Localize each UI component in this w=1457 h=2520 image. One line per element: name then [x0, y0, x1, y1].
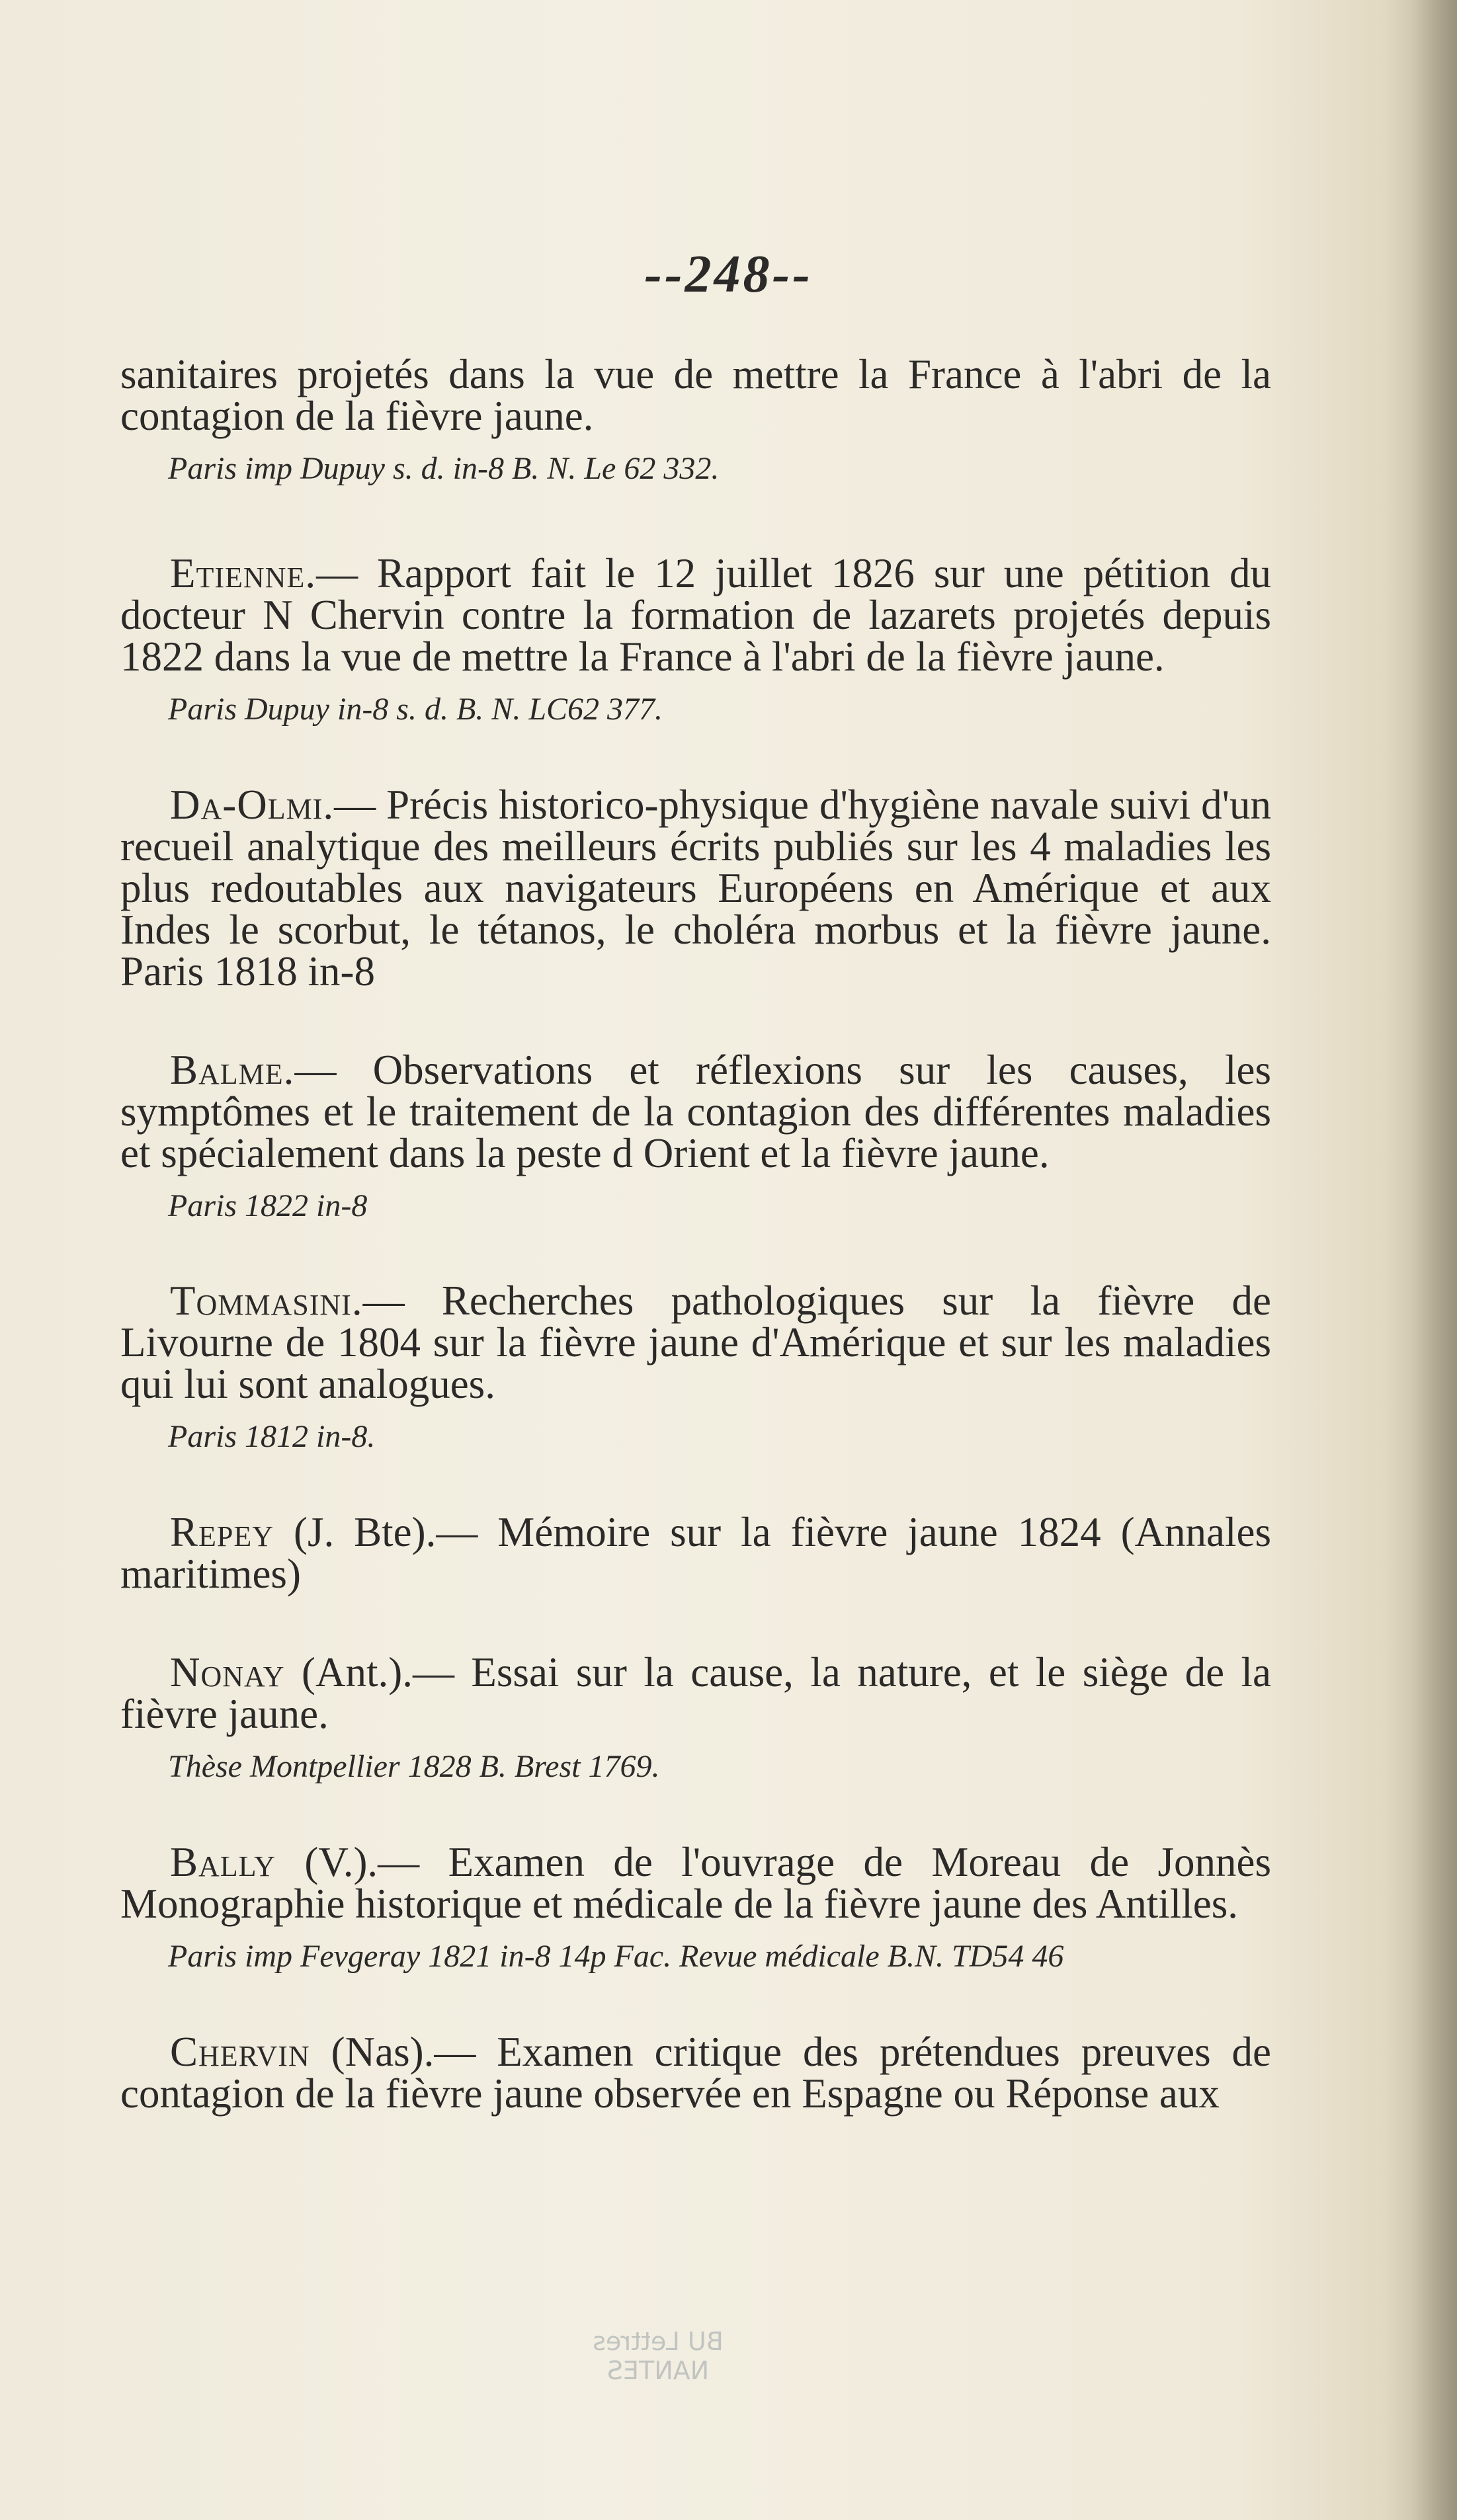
- entry-text: [120, 2028, 1272, 2117]
- bibliography-entry: [120, 781, 1271, 995]
- page-number: --248--: [644, 245, 813, 304]
- entry-body: (J. Bte).— Mémoire sur la fièvre jaune 1824 (Annales maritimes): [120, 1509, 1272, 1598]
- entry-author: Nonay: [170, 1649, 285, 1696]
- bibliography-entry: [120, 549, 1271, 727]
- continuation-entry: [120, 351, 1271, 487]
- bibliography-entry: [120, 2028, 1272, 2117]
- entry-author: Tommasini.: [170, 1278, 363, 1324]
- entry-author: Balme.: [170, 1046, 295, 1093]
- bibliography-entry: [120, 1649, 1271, 1785]
- entry-text: [120, 781, 1271, 995]
- entry-author: Chervin: [170, 2028, 310, 2075]
- entry-imprint: Paris imp Fevgeray 1821 in-8 14p Fac. Revue médicale B.N. TD54 46: [168, 1938, 1064, 1974]
- entry-imprint: Paris 1812 in-8.: [168, 1419, 376, 1455]
- binding-shadow: [1411, 0, 1457, 2520]
- entry-body: (Ant.).— Essai sur la cause, la nature, et le siège de la fièvre jaune.: [120, 1649, 1271, 1738]
- entry-body: — Observations et réflexions sur les causes, les symptômes et le traitement de la contagion des différentes maladies et spécialement dans la peste d Orient et la fièvre jaune.: [120, 1046, 1271, 1176]
- entry-imprint: Thèse Montpellier 1828 B. Brest 1769.: [168, 1749, 660, 1785]
- entry-author: Da-Olmi.: [170, 781, 335, 828]
- bibliography-entry: [120, 1509, 1272, 1598]
- stamp-line: NANTES: [606, 2355, 710, 2385]
- entry-body: — Précis historico-physique d'hygiène navale suivi d'un recueil analytique des meilleurs écrits publiés sur les 4 maladies les plus redoutables aux navigateurs Européens en Amérique et aux Indes le scorbut, le tétanos, le choléra morbus et la fièvre jaune. Paris 1818 in-8: [120, 781, 1271, 995]
- bibliography-entry: [120, 1838, 1272, 1974]
- entry-text: [120, 1509, 1272, 1598]
- entry-author: Repey: [170, 1509, 274, 1556]
- entry-author: Bally: [170, 1838, 276, 1885]
- entry-body: — Rapport fait le 12 juillet 1826 sur une pétition du docteur N Chervin contre la formation de lazarets projetés depuis 1822 dans la vue de mettre la France à l'abri de la fièvre jaune.: [120, 549, 1271, 680]
- entry-text: [120, 1649, 1271, 1738]
- continuation-imprint: Paris imp Dupuy s. d. in-8 B. N. Le 62 332.: [168, 451, 720, 486]
- entry-body: — Recherches pathologiques sur la fièvre de Livourne de 1804 sur la fièvre jaune d'Amérique et sur les maladies qui lui sont analogues.: [120, 1278, 1271, 1408]
- entry-text: [120, 549, 1271, 680]
- entry-imprint: Paris Dupuy in-8 s. d. B. N. LC62 377.: [168, 691, 663, 727]
- entry-body: (Nas).— Examen critique des prétendues preuves de contagion de la fièvre jaune observée en Espagne ou Réponse aux: [120, 2028, 1272, 2117]
- library-stamp: [579, 2328, 737, 2385]
- bibliography-entry: [120, 1046, 1271, 1224]
- stamp-line: BU Lettres: [593, 2327, 724, 2356]
- continuation-text: sanitaires projetés dans la vue de mettre la France à l'abri de la contagion de la fièvre jaune.: [120, 351, 1271, 439]
- entry-text: [120, 1838, 1272, 1927]
- bibliography-list: [120, 351, 1272, 2172]
- bibliography-entry: [120, 1280, 1271, 1455]
- entry-body: (V.).— Examen de l'ouvrage de Moreau de Jonnès Monographie historique et médicale de la fièvre jaune des Antilles.: [120, 1838, 1272, 1927]
- entry-text: [120, 1046, 1271, 1176]
- entry-text: [120, 1278, 1271, 1408]
- entry-imprint: Paris 1822 in-8: [168, 1188, 368, 1223]
- entry-author: Etienne.: [170, 549, 317, 596]
